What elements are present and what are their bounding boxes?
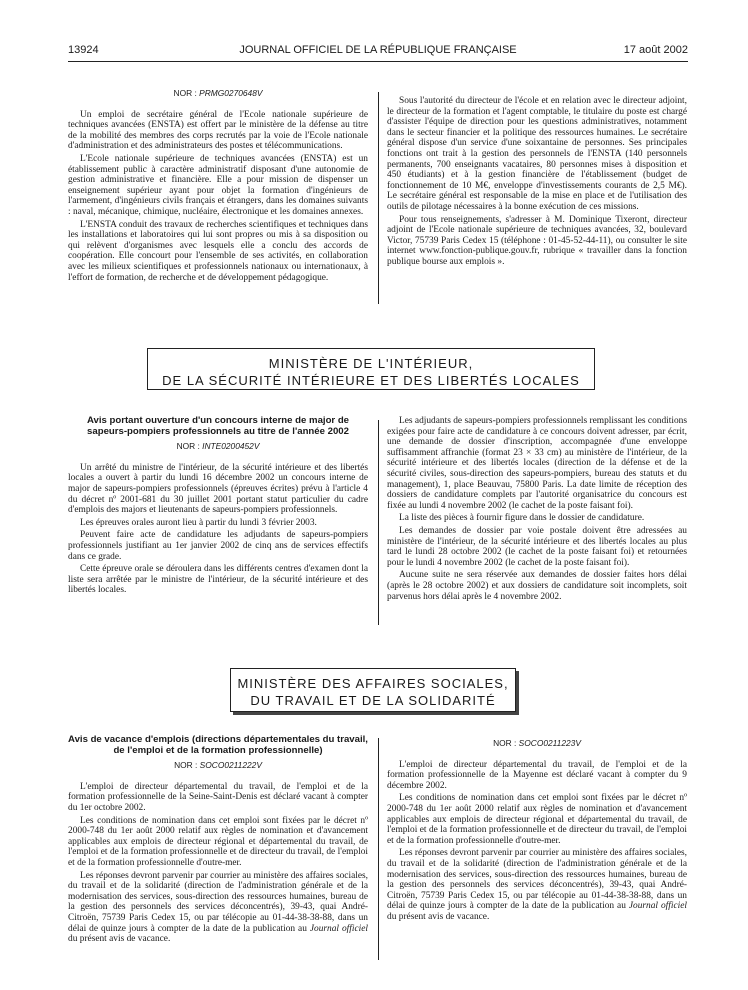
journal-officiel-ref: Journal officiel [309, 923, 369, 934]
paragraph: Un emploi de secrétaire général de l'Ecole nationale supérieure de techniques avancées (ENSTA) est offert par le ministère de la défense au titre de la mobilité des membres des corps recrutés par la voie de l'Ecole nationale d'administration et des administrateurs des postes et télécommunications. [68, 109, 368, 152]
nor-code: INTE0200452V [202, 441, 260, 452]
ensta-right-column [387, 96, 687, 270]
paragraph: La liste des pièces à fournir figure dans le dossier de candidature. [399, 513, 645, 524]
paragraph: Les conditions de nomination dans cet emploi sont fixées par le décret nº 2000-748 du 1er août 2000 relatif aux règles de nomination et d'avancement applicables aux emplois de directeur régional et départemental du travail, de l'emploi et de la formation professionnelle et de directeur du travail, de l'emploi et de la formation professionnelle d'outre-mer. [68, 815, 368, 868]
paragraph: Un arrêté du ministre de l'intérieur, de la sécurité intérieure et des libertés locales a ouvert à partir du lundi 16 décembre 2002 un concours interne de major de sapeurs-pompiers professionnels (épreuves écrites) prévu à l'article 4 du décret nº 2001-681 du 30 juillet 2001 portant statut particulier du cadre d'emplois des majors et lieutenants de sapeurs-pompiers professionnels. [68, 462, 368, 516]
journal-officiel-ref: Journal officiel [628, 901, 688, 912]
notice-title: Avis de vacance d'emplois (directions départementales du travail, de l'emploi et de la formation professionnelle) [68, 734, 368, 756]
nor-reference: NOR : SOCO0211223V [493, 738, 581, 748]
paragraph: L'emploi de directeur départemental du travail, de l'emploi et de la formation professionnelle de la Seine-Saint-Denis est déclaré vacant à compter du 1er octobre 2002. [68, 781, 368, 813]
interieur-left-column [68, 416, 368, 598]
paragraph: Les épreuves orales auront lieu à partir du lundi 3 février 2003. [80, 517, 317, 528]
paragraph: Cette épreuve orale se déroulera dans les différents centres d'examen dont la liste sera arrêtée par le ministre de l'intérieur, de la sécurité intérieure et des libertés locales. [68, 564, 368, 596]
paragraph: Les adjudants de sapeurs-pompiers professionnels remplissant les conditions exigées pour faire acte de candidature à ce concours doivent adresser, par écrit, une demande de dossier d'inscription, accompagnée d'une enveloppe suffisamment affranchie (format 23 × 33 cm) au ministère de l'intérieur, de la sécurité intérieure et des libertés locales (direction de la défense et de la sécurité civiles, sous-direction des sapeurs-pompiers, bureau des statuts et du management), 1, place Beauvau, 75800 Paris. La date limite de réception des dossiers de candidature complets par l'autorité organisatrice du concours est fixée au lundi 4 novembre 2002 (le cachet de la poste faisant foi). [387, 416, 687, 511]
paragraph: Aucune suite ne sera réservée aux demandes de dossier faites hors délai (après le 28 octobre 2002) et aux dossiers de candidature soit incomplets, soit parvenus hors délai après le 4 novembre 2002. [387, 570, 687, 602]
nor-reference: NOR : PRMG0270648V [173, 88, 263, 98]
page-number: 13924 [68, 44, 99, 56]
notice-title: Avis portant ouverture d'un concours interne de major de sapeurs-pompiers professionnels au titre de l'année 2002 [86, 415, 350, 437]
paragraph: Pour tous renseignements, s'adresser à M. Dominique Tixeront, directeur adjoint de l'Ecole nationale supérieure de techniques avancées, 32, boulevard Victor, 75739 Paris Cedex 15 (téléphone : 01-45-52-44-11), ou consulter le site internet www.fonction-publique.gouv.fr, rubrique « travailler dans la fonction publique bourse aux emplois ». [387, 214, 687, 267]
paragraph: Les réponses devront parvenir par courrier au ministère des affaires sociales, du travail et de la solidarité (direction de l'administration générale et de la modernisation des services, sous-direction des ressources humaines, bureau de la gestion des personnels des services déconcentrés), 39-43, quai André-Citroën, 75739 Paris Cedex 15, ou par télécopie au 01-44-38-38-88, dans un délai de quinze jours à compter de la date de la publication au Journal officiel du présent avis de vacance. [387, 848, 688, 922]
ministry-heading-interieur: MINISTÈRE DE L'INTÉRIEUR, DE LA SÉCURITÉ INTÉRIEURE ET DES LIBERTÉS LOCALES [147, 348, 595, 390]
nor-reference: NOR : INTE0200452V [176, 441, 260, 452]
paragraph: Sous l'autorité du directeur de l'école et en relation avec le directeur adjoint, le directeur de la formation et l'agent comptable, le titulaire du poste est chargé d'assister l'équipe de direction pour les questions administratives, notamment dans le secteur financier et la politique des ressources humaines. Le secrétaire général dispose d'un service d'une soixantaine de personnes. Ses principales fonctions ont trait à la gestion des personnels de l'ENSTA (140 personnels permanents, 700 enseignants vacataires, 80 personnes mises à disposition et 450 étudiants) et à la gestion financière de l'établissement (budget de fonctionnement de 10 M€, enveloppe d'investissements courants de 2,5 M€). Le secrétaire général est responsable de la mise en place et de l'utilisation des outils de pilotage nécessaires à la bonne exécution de ces missions. [387, 96, 687, 212]
nor-reference: NOR : SOCO0211222V [174, 760, 262, 771]
nor-code: SOCO0211223V [518, 738, 581, 748]
page-header [68, 44, 688, 60]
paragraph: L'ENSTA conduit des travaux de recherches scientifiques et techniques dans les installations et laboratoires qui lui sont propres ou mis à sa disposition ou qui relèvent d'organismes avec lesquels elle a conclu des accords de coopération. Elle concourt pour l'ensemble de ses activités, en collaboration avec les milieux scientifiques et professionnels nationaux ou internationaux, à l'effort de formation, de recherche et de développement pédagogique. [68, 219, 368, 283]
paragraph: Les conditions de nomination dans cet emploi sont fixées par le décret nº 2000-748 du 1er août 2000 relatif aux règles de nomination et d'avancement applicables aux emplois de directeur régional et départemental du travail, de l'emploi et de la formation professionnelle et de directeur du travail, de l'emploi et de la formation professionnelle d'outre-mer. [387, 793, 687, 846]
header-rule [68, 61, 688, 62]
travail-right-column [387, 738, 687, 925]
paragraph: Les réponses devront parvenir par courrier au ministère des affaires sociales, du travail et de la solidarité (direction de l'administration générale et de la modernisation des services, sous-direction des ressources humaines, bureau de la gestion des personnels des services déconcentrés), 39-43, quai André-Citroën, 75739 Paris Cedex 15, ou par télécopie au 01-44-38-38-88, dans un délai de quinze jours à compter de la date de la publication au Journal officiel du présent avis de vacance. [68, 870, 369, 945]
interieur-right-column [387, 416, 687, 604]
travail-left-column [68, 735, 368, 947]
paragraph: L'Ecole nationale supérieure de techniques avancées (ENSTA) est un établissement public à caractère administratif disposant d'une autonomie de gestion administrative et financière. Elle a pour mission de dispenser un enseignement supérieur ayant pour objet la formation d'ingénieurs de l'armement, d'ingénieurs civils français et étrangers, dans les domaines suivants : naval, mécanique, chimique, nucléaire, électronique et les domaines annexes. [68, 153, 368, 217]
journal-title: JOURNAL OFFICIEL DE LA RÉPUBLIQUE FRANÇAISE [239, 44, 517, 56]
column-divider [378, 420, 379, 625]
paragraph: Les demandes de dossier par voie postale doivent être adressées au ministère de l'intérieur, de la sécurité intérieure et des libertés locales au plus tard le lundi 28 octobre 2002 (le cachet de la poste faisant foi) et retournées pour le lundi 4 novembre 2002 (le cachet de la poste faisant foi). [387, 525, 687, 568]
nor-code: SOCO0211222V [199, 760, 262, 771]
paragraph: L'emploi de directeur départemental du travail, de l'emploi et de la formation professionnelle de la Mayenne est déclaré vacant à compter du 9 décembre 2002. [387, 759, 687, 791]
paragraph: Peuvent faire acte de candidature les adjudants de sapeurs-pompiers professionnels justifiant au 1er janvier 2002 de cinq ans de services effectifs dans ce grade. [68, 530, 368, 562]
nor-code: PRMG0270648V [199, 88, 263, 98]
ministry-heading-affaires-sociales: MINISTÈRE DES AFFAIRES SOCIALES, DU TRAVAIL ET DE LA SOLIDARITÉ [230, 668, 516, 712]
publication-date: 17 août 2002 [623, 44, 688, 56]
ensta-left-column [68, 88, 368, 285]
column-divider [378, 738, 379, 960]
column-divider [378, 92, 379, 304]
